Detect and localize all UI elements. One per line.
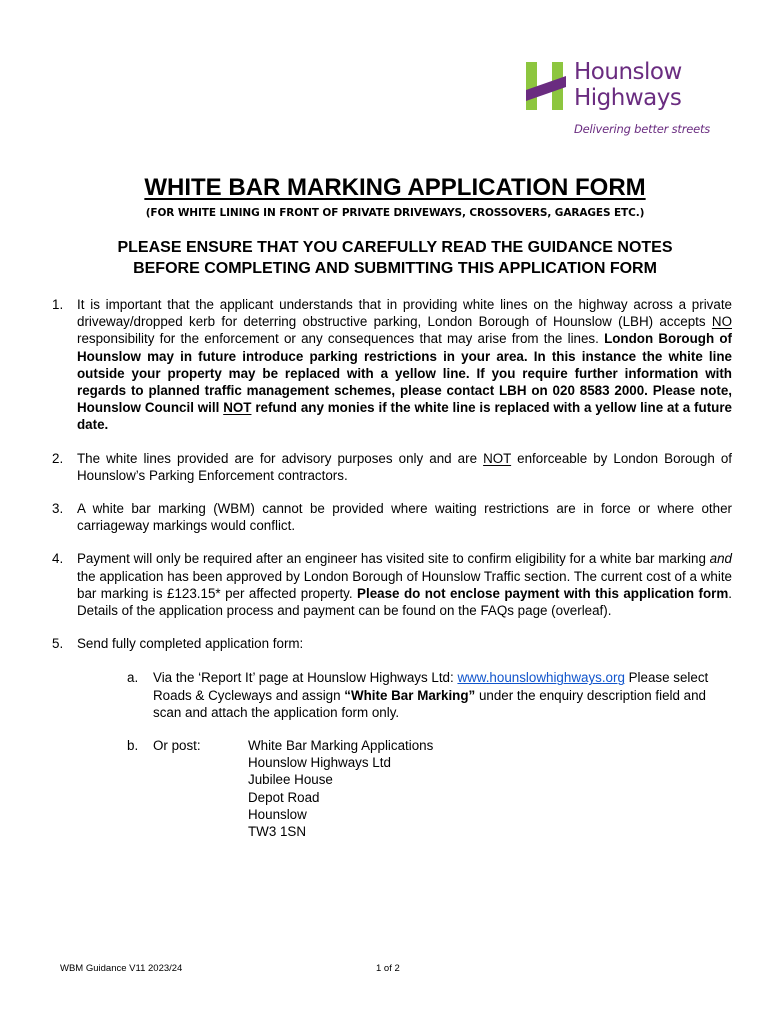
item-text: It is important that the applicant understands that in providing white lines on the highway across a private driveway/dropped kerb for deterring obstructive parking, London Borough of Hounslow (LBH) accepts xyxy=(77,297,732,330)
item-text: Please select Roads & Cycleways and assign xyxy=(153,670,709,703)
item-text: . Details of the application process and payment can be found on the FAQs page (overleaf). xyxy=(77,585,732,619)
item-number: 1. xyxy=(52,297,64,312)
post-label: Or post: xyxy=(153,738,201,754)
item-text: enforceable by London Borough of Hounslow’s Parking Enforcement contractors. xyxy=(77,450,733,483)
item-text: responsibility for the enforcement or any consequences that may arise from the lines. xyxy=(77,331,605,347)
emphasis-not: NOT xyxy=(483,450,512,466)
hounslow-highways-logo xyxy=(522,58,722,140)
notice-line-1: PLEASE ENSURE THAT YOU CAREFULLY READ THE GUIDANCE NOTES xyxy=(117,239,673,256)
item-text: under the enquiry description field and scan and attach the application form only. xyxy=(153,687,707,720)
item-number: 5. xyxy=(52,636,64,652)
list-item-3 xyxy=(52,500,732,534)
address-line: Jubilee House xyxy=(248,772,333,788)
sub-item-letter: a. xyxy=(127,670,139,686)
footer-version: WBM Guidance V11 2023/24 xyxy=(60,963,183,974)
item-number: 2. xyxy=(52,450,64,466)
item-text: Send fully completed application form: xyxy=(77,636,304,652)
address-line: Hounslow xyxy=(248,806,307,822)
bold-text: “White Bar Marking” xyxy=(344,687,476,703)
logo-word-hounslow: Hounslow xyxy=(574,59,682,85)
bold-text: London Borough of Hounslow may in future introduce parking restrictions in your area. In this instance the white line outside your property may be replaced with a yellow line. If you require further information with regards to planned traffic management schemes, please contact LBH on 020 8583 2000. Please note, Hounslow Council will xyxy=(77,331,733,416)
address-line: Hounslow Highways Ltd xyxy=(248,755,391,771)
page-subtitle: (FOR WHITE LINING IN FRONT OF PRIVATE DRIVEWAYS, CROSSOVERS, GARAGES ETC.) xyxy=(145,207,645,219)
item-text: A white bar marking (WBM) cannot be provided where waiting restrictions are in force or where other carriageway markings would conflict. xyxy=(77,501,732,534)
list-item-5 xyxy=(52,635,732,652)
item-text: Payment will only be required after an engineer has visited site to confirm eligibility for a white bar marking xyxy=(77,551,710,567)
bold-text: refund any monies if the white line is replaced with a yellow line at a future date. xyxy=(77,400,732,433)
item-text: Via the ‘Report It’ page at Hounslow Highways Ltd: xyxy=(153,670,458,686)
hounslow-highways-link[interactable]: www.hounslowhighways.org xyxy=(457,670,625,686)
emphasis-and: and xyxy=(709,551,732,567)
logo-word-highways: Highways xyxy=(574,85,682,111)
list-item-1 xyxy=(52,296,732,434)
list-item-2 xyxy=(52,450,732,484)
list-item-4 xyxy=(52,550,732,619)
page-title: WHITE BAR MARKING APPLICATION FORM xyxy=(144,174,646,201)
address-line: Depot Road xyxy=(248,789,320,805)
bold-text: Please do not enclose payment with this application form xyxy=(357,585,729,601)
sub-item-letter: b. xyxy=(127,738,139,754)
footer-page-number: 1 of 2 xyxy=(376,963,400,974)
address-line: White Bar Marking Applications xyxy=(248,738,434,754)
guidance-notice xyxy=(60,237,730,279)
item-number: 3. xyxy=(52,501,64,517)
address-line: TW3 1SN xyxy=(248,824,307,840)
postal-address xyxy=(248,737,732,840)
h-logo-icon xyxy=(522,60,570,112)
item-text: The white lines provided are for advisory purposes only and are xyxy=(77,450,484,466)
guidance-list xyxy=(52,296,732,856)
notice-line-2: BEFORE COMPLETING AND SUBMITTING THIS APPLICATION FORM xyxy=(133,260,657,277)
emphasis-not: NOT xyxy=(223,400,252,416)
item-number: 4. xyxy=(52,551,64,567)
emphasis-no: NO xyxy=(711,314,732,330)
logo-tagline: Delivering better streets xyxy=(574,122,711,136)
item-text: the application has been approved by London Borough of Hounslow Traffic section. The current cost of a white bar marking is £123.15* per affected property. xyxy=(77,568,732,601)
sub-item-a xyxy=(127,669,732,721)
sub-item-b xyxy=(127,737,732,840)
